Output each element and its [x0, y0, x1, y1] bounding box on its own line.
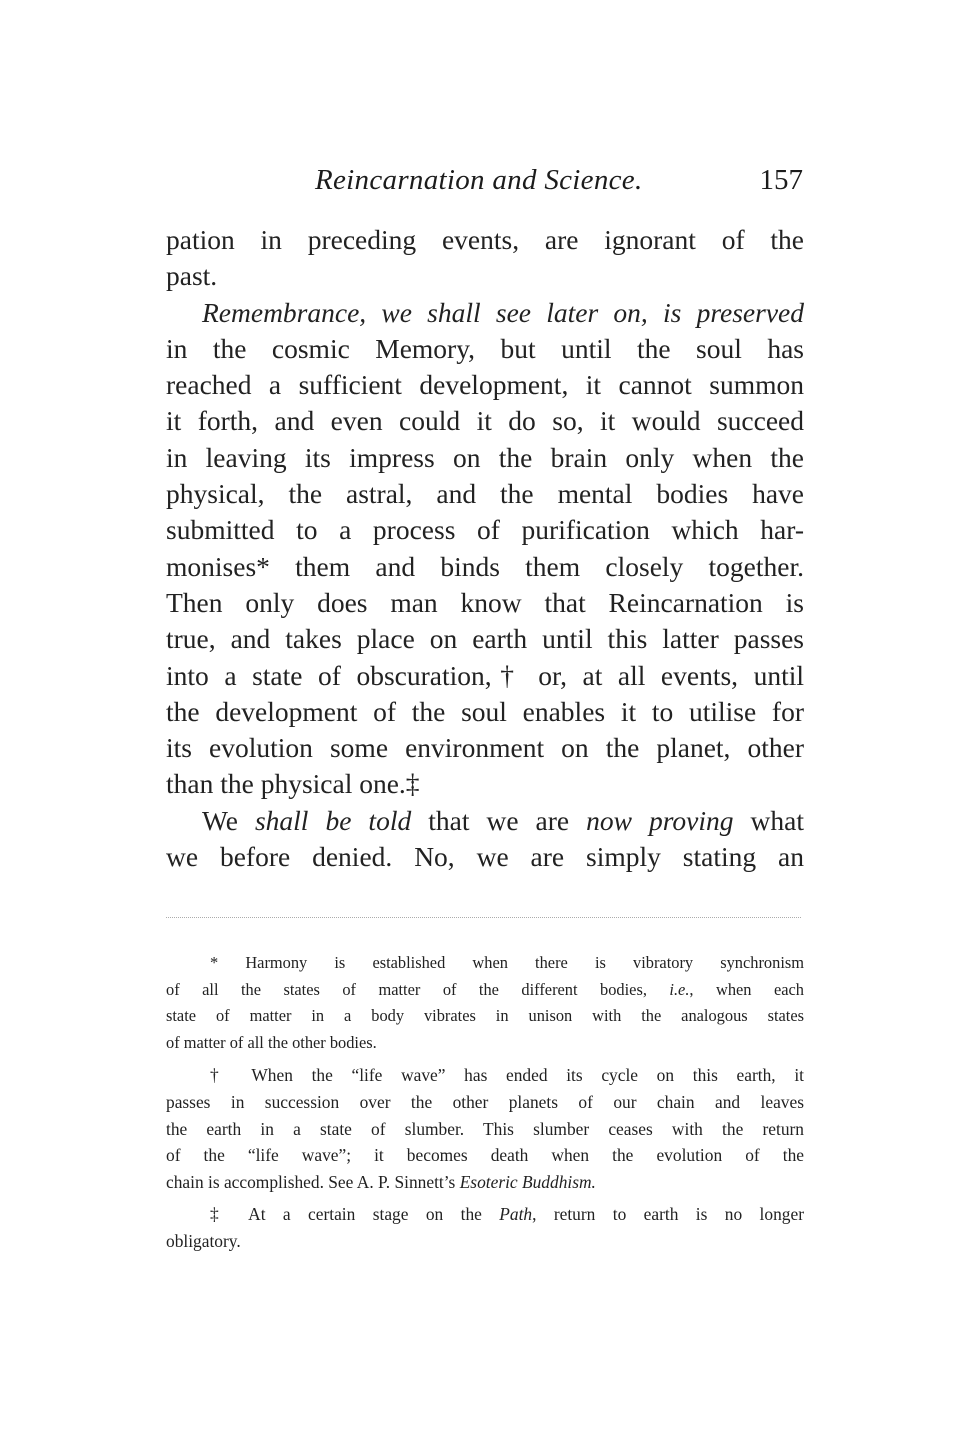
running-title: Reincarnation and Science.: [315, 164, 643, 196]
text-span: We: [202, 804, 255, 836]
text-span: of all the states of matter of the different bodies,: [166, 979, 670, 999]
italic-span: i.e.: [669, 979, 690, 999]
footnote-line: state of matter in a body vibrates in unison with the analogous states: [166, 1006, 804, 1026]
footnote-line: [166, 1201, 804, 1228]
text-line: than the physical one.‡: [166, 768, 420, 800]
text-line: pation in preceding events, are ignorant of the: [166, 224, 804, 255]
footnote-line: passes in succession over the other planets of our chain and leaves: [166, 1091, 804, 1112]
paragraph-continued: [166, 222, 804, 295]
text-line: [166, 803, 804, 839]
footnote-line: * Harmony is established when there is vibratory synchronism: [210, 953, 804, 972]
running-head: [165, 164, 805, 204]
text-span: chain is accomplished. See A. P. Sinnett’s: [166, 1171, 460, 1192]
footnote-line: obligatory.: [166, 1230, 241, 1251]
italic-span: now proving: [586, 804, 734, 836]
footnote-line: of matter of all the other bodies.: [166, 1032, 377, 1052]
text-line: reached a sufficient development, it cannot summon: [166, 369, 804, 401]
paragraph-we-shall-be-told: [166, 803, 804, 876]
text-line: submitted to a process of purification which har-: [166, 514, 804, 546]
footnote-double-dagger: [166, 1201, 804, 1254]
text-span: what: [733, 804, 804, 836]
text-line: we before denied. No, we are simply stating an: [166, 841, 804, 873]
italic-span: Remembrance, we shall see later on, is preserved: [202, 296, 804, 328]
text-line: [166, 295, 804, 331]
text-line: in the cosmic Memory, but until the soul has: [166, 332, 804, 364]
italic-span: shall be told: [254, 804, 412, 836]
text-span: that we are: [411, 804, 587, 836]
paragraph-remembrance: [166, 295, 804, 803]
page-number: 157: [759, 164, 803, 196]
text-span: ‡ At a certain stage on the: [210, 1204, 500, 1225]
body-text: [166, 222, 804, 875]
footnote-asterisk: [166, 950, 804, 1056]
text-line: into a state of obscuration,† or, at all events, until: [166, 659, 804, 691]
footnote-line: of the “life wave”; it becomes death when the evolution of the: [166, 1145, 804, 1166]
text-line: monises* them and binds them closely together.: [166, 550, 804, 582]
text-line: true, and takes place on earth until this latter passes: [166, 623, 804, 655]
footnotes: [166, 950, 804, 1259]
footnote-line: the earth in a state of slumber. This slumber ceases with the return: [166, 1118, 804, 1139]
text-line: it forth, and even could it do so, it would succeed: [166, 405, 804, 437]
footnote-line: [166, 1169, 804, 1196]
text-line: Then only does man know that Reincarnation is: [166, 586, 804, 618]
text-span: , return to earth is no longer: [532, 1204, 804, 1225]
footnote-dagger: [166, 1062, 804, 1195]
text-line: the development of the soul enables it to utilise for: [166, 695, 804, 727]
footnote-line: † When the “life wave” has ended its cycle on this earth, it: [210, 1065, 804, 1086]
text-span: , when each: [689, 979, 804, 999]
text-line: its evolution some environment on the planet, other: [166, 732, 804, 764]
text-line: physical, the astral, and the mental bodies have: [166, 478, 804, 510]
text-line: past.: [166, 260, 218, 292]
italic-span: Esoteric Buddhism.: [459, 1171, 596, 1192]
footnote-divider: [166, 917, 801, 918]
footnote-line: [166, 977, 804, 1004]
text-line: in leaving its impress on the brain only when the: [166, 441, 804, 473]
italic-span: Path: [499, 1204, 533, 1225]
